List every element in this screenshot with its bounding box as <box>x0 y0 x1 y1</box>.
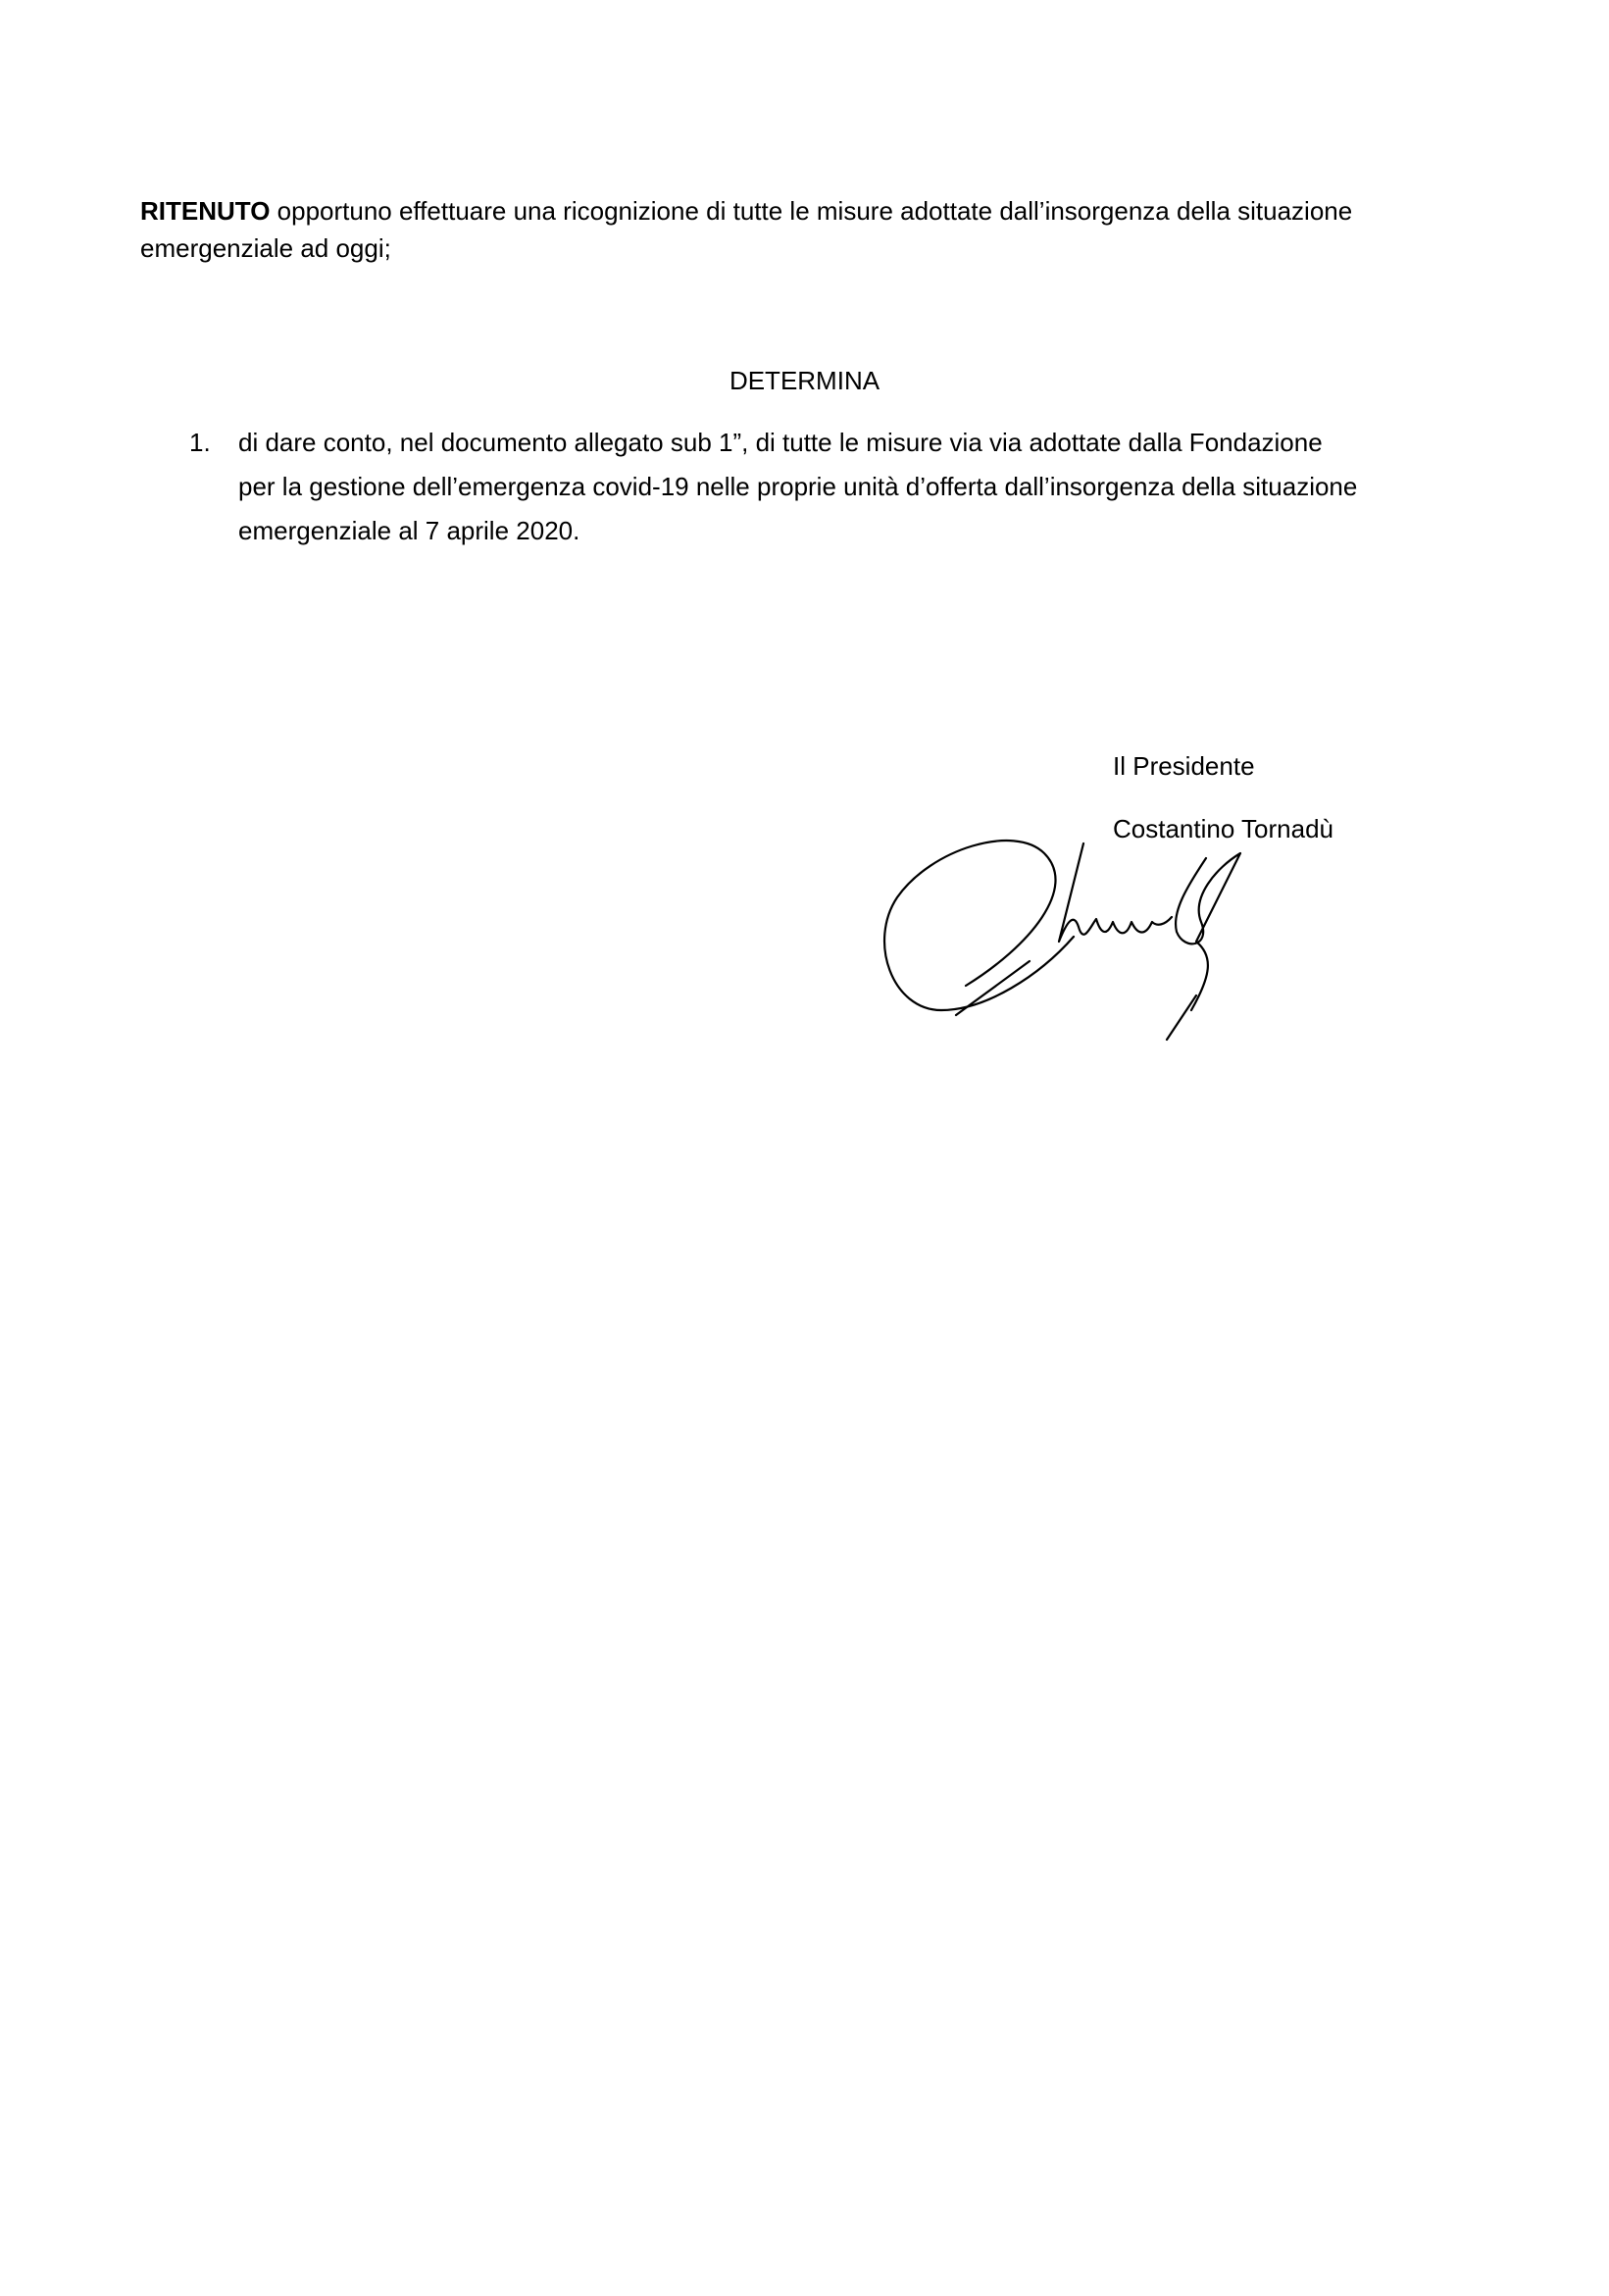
list-item-line-1: di dare conto, nel documento allegato sub 1”, di tutte le misure via via adottate dalla Fondazione <box>238 428 1323 457</box>
list-item-number: 1. <box>189 428 211 457</box>
signature-right-stroke <box>1176 853 1240 1010</box>
intro-paragraph <box>140 192 1474 267</box>
handwritten-signature <box>873 829 1284 1049</box>
intro-line-2: emergenziale ad oggi; <box>140 233 391 263</box>
section-heading: DETERMINA <box>729 366 880 395</box>
signature-scribble-stroke <box>1059 843 1172 942</box>
intro-keyword: RITENUTO <box>140 196 271 226</box>
signatory-name: Costantino Tornadù <box>1113 814 1334 843</box>
signature-loop-stroke <box>884 841 1074 1010</box>
list-item-line-2: per la gestione dell’emergenza covid-19 nelle proprie unità d’offerta dall’insorgenza della situazione <box>238 472 1358 501</box>
intro-line-1 <box>140 192 1474 230</box>
intro-line-1-text: opportuno effettuare una ricognizione di tutte le misure adottate dall’insorgenza della situazione <box>270 196 1353 226</box>
list-item-text <box>238 421 1474 553</box>
signatory-title: Il Presidente <box>1113 751 1255 781</box>
signature-tail-stroke <box>1167 995 1196 1040</box>
signature-underline-stroke <box>956 961 1030 1015</box>
list-item-line-3: emergenziale al 7 aprile 2020. <box>238 516 580 545</box>
